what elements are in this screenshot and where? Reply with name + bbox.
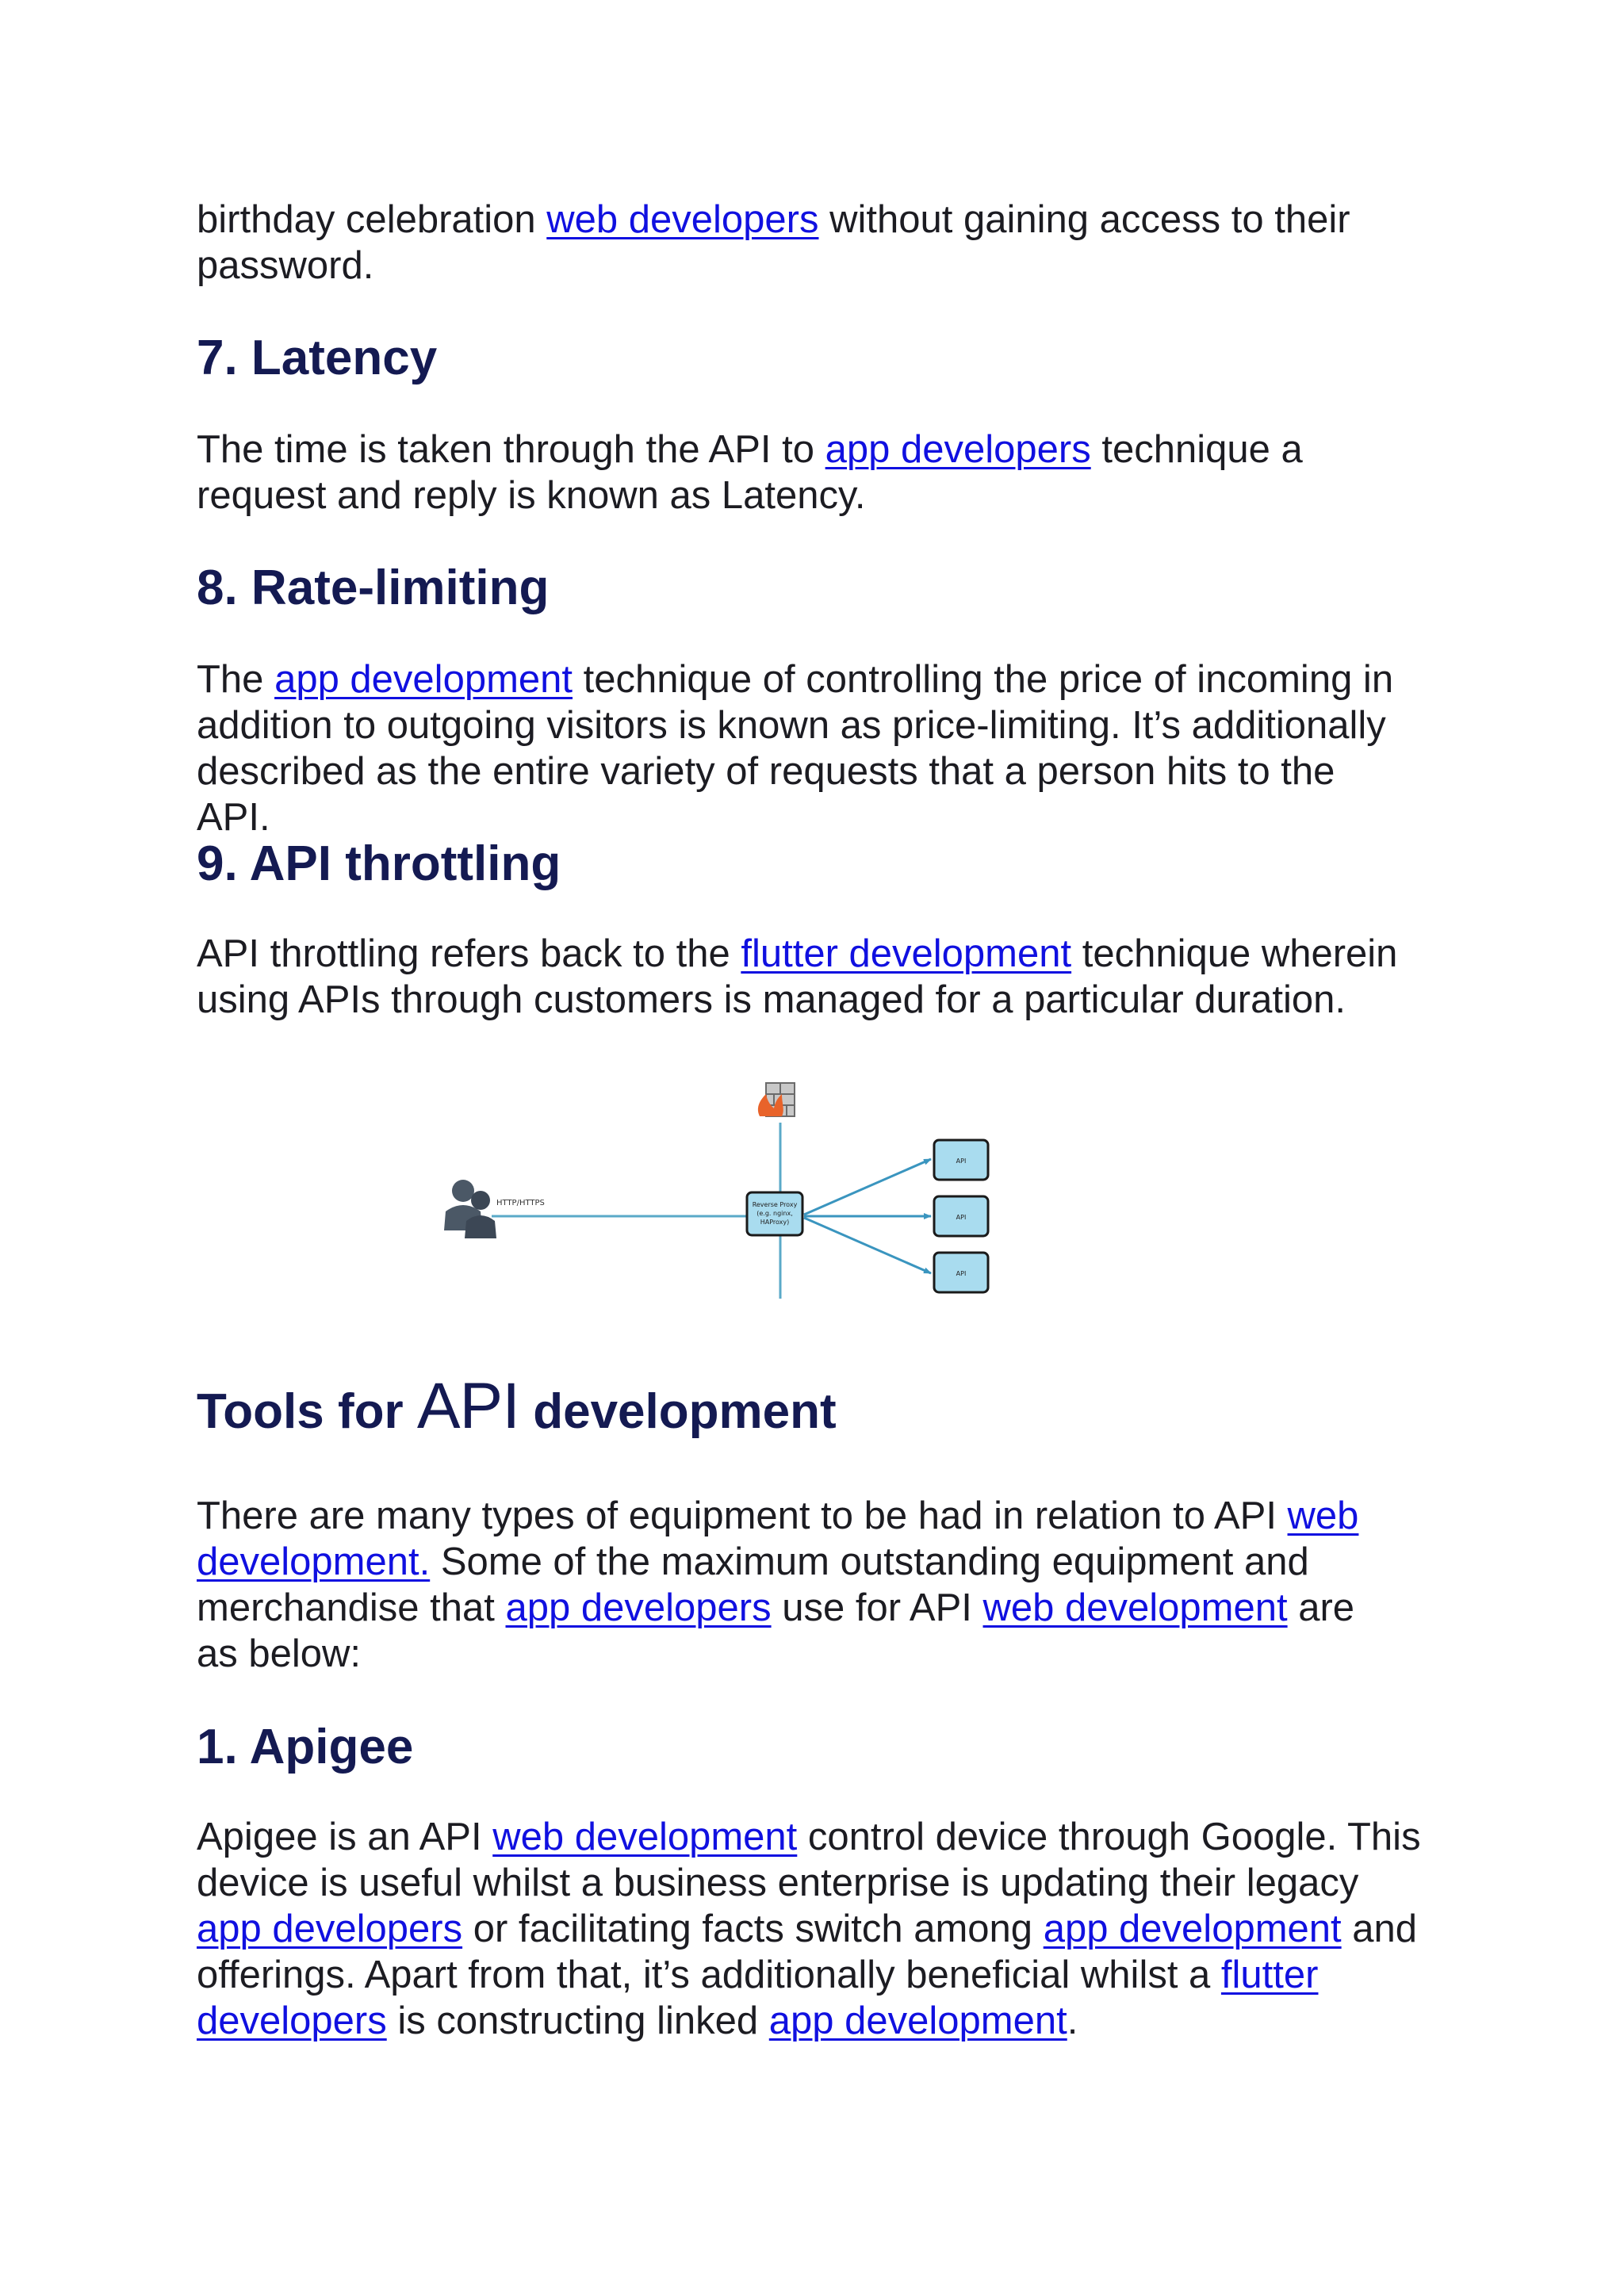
apigee-paragraph [197,1814,1434,2044]
protocol-label: HTTP/HTTPS [496,1199,545,1207]
apigee-text-4: and offerings. Apart from that, it’s additionally beneficial whilst a [197,1908,1418,1996]
link-web-developers[interactable]: web developers [546,198,819,241]
arrow-to-api-3 [804,1218,931,1273]
intro-paragraph-block [197,197,1434,289]
throttling-text-pre: API throttling refers back to the [197,932,741,975]
rate-limiting-paragraph [197,656,1402,840]
apigee-text-1: Apigee is an API [197,1816,493,1858]
latency-paragraph [197,427,1434,519]
link-app-developers-3[interactable]: app developers [197,1908,463,1950]
apigee-text-2: control device through Google. This device is useful whilst a business enterprise is updating their legacy [197,1816,1421,1904]
link-flutter-developers[interactable]: flutter developers [197,1954,1319,2042]
heading-latency: 7. Latency [197,331,438,385]
proxy-label-line3: HAProxy) [760,1219,790,1226]
throttling-paragraph [197,931,1434,1023]
latency-paragraph-block [197,427,1434,519]
rate-limiting-paragraph-block [197,656,1434,840]
tools-heading-api: API [416,1370,519,1442]
link-web-development-1[interactable]: web development. [197,1494,1359,1583]
heading-api-throttling: 9. API throttling [197,836,561,891]
tools-text-4: are as below: [197,1586,1355,1675]
throttling-paragraph-block [197,931,1434,1023]
link-app-development-2[interactable]: app development [1043,1908,1342,1950]
api-label-1: API [956,1158,967,1165]
arrow-to-api-1 [804,1159,931,1215]
link-app-development-3[interactable]: app development [768,1999,1067,2042]
throttling-text-post: technique wherein using APIs through customers is managed for a particular duration. [197,932,1398,1021]
reverse-proxy-diagram [428,1070,1015,1308]
heading-rate-limiting: 8. Rate-limiting [197,561,550,615]
section-tools [197,1370,1434,1442]
link-web-development-3[interactable]: web development [492,1816,798,1858]
link-web-development-2[interactable]: web development [982,1586,1288,1629]
rate-text-pre: The [197,658,275,701]
tools-paragraph-block [197,1493,1434,1677]
intro-paragraph [197,197,1434,289]
rate-text-post: technique of controlling the price of incoming in addition to outgoing visitors is known as price-limiting. It’s additionally described as the entire variety of requests that a person hits to the API. [197,658,1394,839]
users-icon [444,1180,496,1238]
apigee-text-6: . [1067,1999,1078,2042]
section-api-throttling [197,836,1434,893]
section-apigee [197,1719,1434,1776]
apigee-text-5: is constructing linked [386,1999,769,2042]
link-flutter-development[interactable]: flutter development [741,932,1072,975]
firewall-icon [758,1083,795,1116]
link-app-developers-2[interactable]: app developers [505,1586,772,1629]
section-latency [197,330,1434,387]
latency-text-pre: The time is taken through the API to [197,428,825,471]
tools-heading-post: development [519,1384,837,1439]
tools-text-2: Some of the maximum outstanding equipment and merchandise that [197,1540,1309,1629]
api-label-2: API [956,1214,967,1221]
heading-apigee: 1. Apigee [197,1720,414,1774]
api-label-3: API [956,1270,967,1277]
latency-text-post: technique a request and reply is known as Latency. [197,428,1303,517]
proxy-label-line2: (e.g. nginx, [756,1210,793,1217]
proxy-label-line1: Reverse Proxy [752,1201,798,1208]
apigee-paragraph-block [197,1814,1434,2044]
apigee-text-3: or facilitating facts switch among [462,1908,1044,1950]
intro-text-pre: birthday celebration [197,198,547,241]
tools-text-3: use for API [771,1586,983,1629]
heading-tools [197,1370,1434,1442]
tools-text-1: There are many types of equipment to be had in relation to API [197,1494,1288,1537]
section-rate-limiting [197,560,1434,617]
intro-text-post: without gaining access to their password. [197,198,1350,287]
link-app-developers[interactable]: app developers [825,428,1091,471]
tools-paragraph [197,1493,1402,1677]
link-app-development[interactable]: app development [274,658,573,701]
tools-heading-pre: Tools for [197,1384,417,1439]
